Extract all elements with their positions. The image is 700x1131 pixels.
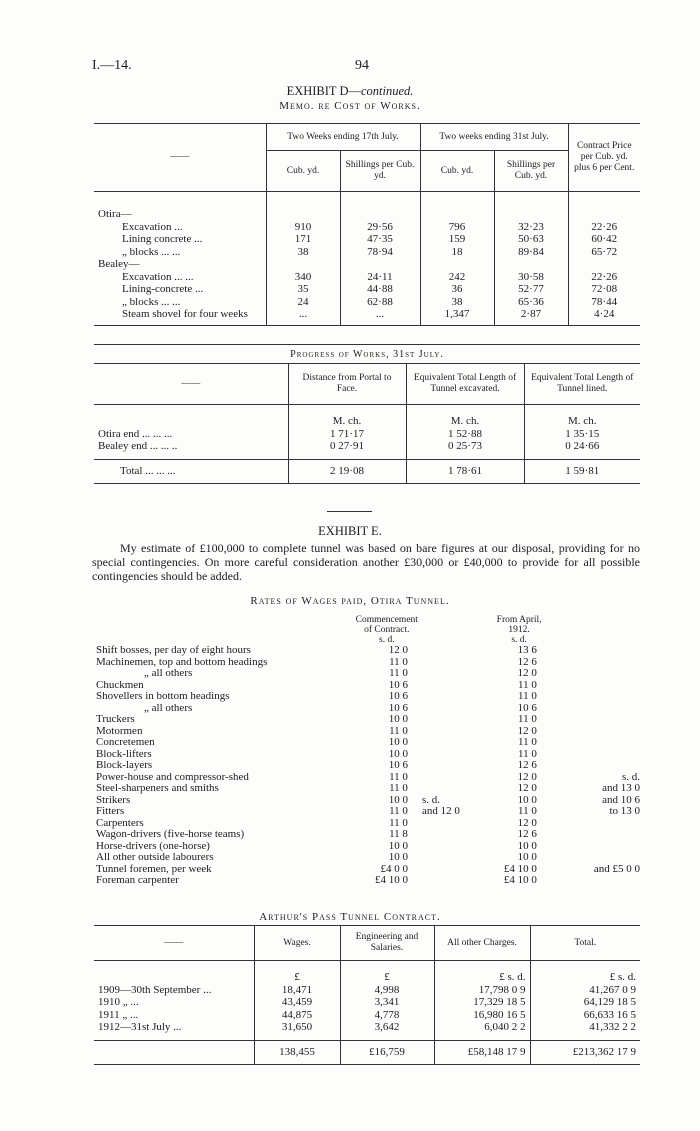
table-row [94,984,640,997]
table-cell: 10 0 [388,713,408,725]
table-cell: 29·56 [340,221,420,234]
progress-col-lined: Equivalent Total Length of Tunnel lined. [524,364,640,405]
arthurs-total-cell: 138,455 [254,1040,340,1064]
table-cell [340,208,420,221]
table-row [94,208,640,221]
table-cell: 16,980 16 5 [434,1009,530,1022]
cost-of-works-table [94,123,640,326]
table-row [94,795,642,807]
table-cell: 64,129 18 5 [530,996,640,1009]
table-cell [420,783,483,795]
row-label: Power-house and compressor-shed [96,770,249,783]
table-cell [420,726,483,738]
table-row [94,714,642,726]
table-cell: and 10 6 [602,793,640,806]
row-label: 1911 „ ... [98,1008,139,1021]
table-cell: 60·42 [568,233,640,246]
table-row [94,668,642,680]
table-cell: 12 6 [517,655,537,668]
table-cell [568,208,640,221]
table-cell: 10 6 [388,678,408,691]
table-cell [420,864,483,876]
table-cell: 41,332 2 2 [530,1021,640,1034]
arthurs-col-wages: Wages. [254,926,340,961]
table-cell: s. d. [621,770,640,783]
table-cell: 12 0 [388,644,408,656]
table-row [94,221,640,234]
table-cell: 10 6 [517,701,537,714]
table-cell: 24·11 [340,271,420,284]
table-row [94,691,642,703]
table-cell [420,818,483,830]
table-row [94,875,642,887]
table-cell: 22·26 [568,221,640,234]
table-row [94,749,642,761]
row-label: Otira— [98,208,132,220]
table-cell: 72·08 [568,283,640,296]
table-cell: 12 0 [517,724,537,737]
unit-label: M. ch. [288,415,406,428]
table-cell: 65·72 [568,246,640,259]
table-row [94,852,642,864]
table-cell [420,703,483,715]
table-cell: £4 10 0 [374,874,408,886]
arthurs-total-cell: £58,148 17 9 [434,1040,530,1064]
row-label: Strikers [96,793,131,806]
table-cell [420,841,483,853]
table-cell: 0 27·91 [288,440,406,453]
table-cell [555,760,642,772]
table-cell: 11 0 [518,805,537,817]
table-cell: 10 6 [388,701,408,714]
row-label: Steel-sharpeners and smiths [96,782,219,794]
table-row [94,296,640,309]
table-cell: 62·88 [340,296,420,309]
table-cell [555,726,642,738]
table-row [94,428,640,441]
unit-label: £ s. d. [530,971,640,984]
table-cell: 89·84 [494,246,568,259]
progress-header-stub: —— [181,378,201,389]
row-label: All other outside labourers [96,851,214,863]
table-row [94,645,642,657]
table-cell: 22·26 [568,271,640,284]
table-row [94,737,642,749]
table-cell [568,258,640,271]
table-cell: 159 [420,233,494,246]
table-cell [420,680,483,692]
unit-label: £ s. d. [434,971,530,984]
wages-sd-label: s. d. [379,635,395,645]
table-cell [420,691,483,703]
section-divider [327,511,372,512]
table-row [94,283,640,296]
table-cell: 12 0 [517,816,537,829]
table-cell: 6,040 2 2 [434,1021,530,1034]
table-cell: 11 0 [389,816,408,829]
table-row [94,258,640,271]
table-cell: 10 0 [388,839,408,852]
table-cell: 36 [420,283,494,296]
table-cell [420,208,494,221]
table-cell: £4 10 0 [503,862,537,875]
table-cell [420,657,483,669]
table-cell: 4,778 [340,1009,434,1022]
exhibit-e-paragraph: My estimate of £100,000 to complete tunnel was based on bare figures at our disposal, providing for no special contingencies. On more careful consideration another £30,000 or £40,000 to provide for all possible contingencies should be added. [92,541,640,583]
table-cell: 47·35 [340,233,420,246]
table-cell: 3,341 [340,996,434,1009]
table-cell [555,691,642,703]
group-header-31-july: Two weeks ending 31st July. [420,124,568,151]
table-cell [420,875,483,887]
table-cell: 11 0 [389,805,408,817]
table-cell: 796 [420,221,494,234]
page-number: 94 [355,58,369,73]
table-cell: 11 0 [389,770,408,783]
table-cell: 11 0 [389,724,408,737]
row-label: Carpenters [96,816,144,829]
table-cell: ... [340,308,420,321]
progress-total-cell: 1 78·61 [406,459,524,483]
row-label: „ all others [144,667,193,679]
document-code: I.—14. [92,58,132,73]
row-label: Bealey end ... ... .. [98,440,178,452]
table-cell: 10 0 [388,851,408,863]
table-cell [555,749,642,761]
cost-header-stub: —— [170,152,190,162]
table-cell: 2·87 [494,308,568,321]
table-cell: 18,471 [254,984,340,997]
table-cell [555,841,642,853]
arthurs-header-stub: —— [164,937,184,948]
table-row [94,233,640,246]
row-label: Lining-concrete ... [122,283,204,295]
table-cell: 3,642 [340,1021,434,1034]
arthurs-col-other: All other Charges. [434,926,530,961]
wages-title: Rates of Wages paid, Otira Tunnel. [250,595,450,607]
unit-label: M. ch. [524,415,640,428]
contract-price-header: Contract Price per Cub. yd. plus 6 per Cent. [568,124,640,192]
table-cell: 13 6 [517,644,537,656]
table-row [94,1021,640,1034]
table-cell [555,680,642,692]
table-cell [555,852,642,864]
row-label: Tunnel foremen, per week [96,862,212,875]
table-cell: ... [266,308,340,321]
arthurs-col-total: Total. [530,926,640,961]
table-cell: to 13 0 [609,805,640,817]
table-cell [420,852,483,864]
table-cell: 30·58 [494,271,568,284]
table-cell: 18 [420,246,494,259]
row-label: 1910 „ ... [98,996,139,1008]
table-cell: 11 8 [389,828,408,840]
table-row [94,806,642,818]
row-label: Excavation ... [122,220,183,233]
table-cell [420,737,483,749]
table-cell [555,829,642,841]
table-cell [555,657,642,669]
unit-label: M. ch. [406,415,524,428]
row-label: Otira end ... ... ... [98,427,173,440]
table-cell: 12 0 [517,667,537,679]
row-label: Bealey— [98,258,140,270]
col-cub-yd-1: Cub. yd. [266,151,340,192]
arthurs-col-engineering: Engineering and Salaries. [340,926,434,961]
row-label: 1912—31st July ... [98,1021,182,1033]
table-cell: 38 [266,246,340,259]
table-cell: 1,347 [420,308,494,321]
table-row [94,308,640,321]
table-cell: 1 71·17 [288,428,406,441]
row-label: Block-layers [96,759,153,771]
progress-title: Progress of Works, 31st July. [290,348,444,360]
table-cell: 11 0 [389,782,408,794]
arthurs-title: Arthur's Pass Tunnel Contract. [259,911,441,923]
table-cell: 12 0 [517,770,537,783]
table-cell [555,645,642,657]
unit-label: £ [340,971,434,984]
table-row [94,760,642,772]
table-cell: 12 0 [517,782,537,794]
table-cell [420,668,483,680]
table-cell [420,714,483,726]
row-label: Foreman carpenter [96,874,179,886]
col-cub-yd-2: Cub. yd. [420,151,494,192]
table-cell: 1 52·88 [406,428,524,441]
col-shillings-1: Shillings per Cub. yd. [340,151,420,192]
table-cell: 910 [266,221,340,234]
table-row [94,271,640,284]
table-cell: 242 [420,271,494,284]
table-row [94,1009,640,1022]
progress-total-cell: 1 59·81 [524,459,640,483]
table-cell: 17,798 0 9 [434,984,530,997]
table-cell: and £5 0 0 [593,862,640,875]
wages-col-commencement: Commencement of Contract. [355,615,418,635]
row-label: Block-lifters [96,747,152,760]
row-label: 1909—30th September ... [98,983,212,996]
table-cell: 31,650 [254,1021,340,1034]
table-cell [420,258,494,271]
table-cell [555,714,642,726]
progress-col-excavated: Equivalent Total Length of Tunnel excavated. [406,364,524,405]
table-cell: 11 0 [518,736,537,748]
arthurs-total-cell: £16,759 [340,1040,434,1064]
memo-subtitle: Memo. re Cost of Works. [279,100,421,112]
table-row [94,246,640,259]
table-cell: 12 6 [517,759,537,771]
table-cell: 35 [266,283,340,296]
table-cell: £4 10 0 [503,874,537,886]
table-cell: 10 0 [517,851,537,863]
row-label: Chuckmen [96,678,144,691]
wages-sd-label: s. d. [511,635,527,645]
row-label: Steam shovel for four weeks [122,308,248,320]
col-shillings-2: Shillings per Cub. yd. [494,151,568,192]
table-cell: 44,875 [254,1009,340,1022]
table-cell: 10 0 [388,793,408,806]
progress-total-cell: 2 19·08 [288,459,406,483]
table-cell: 0 25·73 [406,440,524,453]
table-cell: and 13 0 [602,782,640,794]
row-label: Excavation ... ... [122,270,194,283]
table-cell [494,208,568,221]
table-cell: 10 6 [388,690,408,702]
table-cell: 78·44 [568,296,640,309]
table-row [94,829,642,841]
table-cell: 78·94 [340,246,420,259]
table-cell: 10 0 [388,747,408,760]
row-label: „ blocks ... ... [122,295,181,308]
table-cell: 17,329 18 5 [434,996,530,1009]
progress-table [94,344,640,484]
row-label: Lining concrete ... [122,233,203,245]
table-cell: 11 0 [389,667,408,679]
table-cell: 11 0 [518,690,537,702]
table-cell [555,703,642,715]
table-row [94,440,640,453]
table-cell: 4,998 [340,984,434,997]
exhibit-e-title: EXHIBIT E. [318,524,382,538]
table-cell: 11 0 [518,747,537,760]
table-cell [340,258,420,271]
table-row [94,703,642,715]
table-cell: 12 6 [517,828,537,840]
table-cell [494,258,568,271]
row-label: „ blocks ... ... [122,245,181,258]
table-row [94,996,640,1009]
wages-col-april: From April, 1912. [496,615,542,635]
table-cell: 38 [420,296,494,309]
table-cell [266,258,340,271]
table-cell: 41,267 0 9 [530,984,640,997]
row-label: Fitters [96,805,125,817]
table-cell: 11 0 [518,678,537,691]
table-cell: 340 [266,271,340,284]
row-label: Horse-drivers (one-horse) [96,839,210,852]
table-cell: s. d. [421,793,440,806]
table-cell: 65·36 [494,296,568,309]
exhibit-d-title: EXHIBIT D—continued. [286,84,414,98]
row-label: Truckers [96,713,135,725]
table-cell [555,818,642,830]
row-label: Shift bosses, per day of eight hours [96,644,251,656]
table-cell [420,749,483,761]
table-cell [555,875,642,887]
group-header-17-july: Two Weeks ending 17th July. [266,124,420,151]
table-cell [266,208,340,221]
table-cell: 52·77 [494,283,568,296]
row-label: Wagon-drivers (five-horse teams) [96,828,245,840]
table-cell [555,737,642,749]
table-cell: £4 0 0 [380,862,408,875]
table-cell: and 12 0 [421,805,460,817]
table-cell: 10 0 [517,793,537,806]
table-cell: 43,459 [254,996,340,1009]
row-label: Shovellers in bottom headings [96,690,230,702]
table-row [94,726,642,738]
table-cell: 171 [266,233,340,246]
row-label: Concretemen [96,736,155,748]
unit-label: £ [254,971,340,984]
row-label: „ all others [144,701,193,714]
table-cell: 0 24·66 [524,440,640,453]
arthurs-table [94,925,640,1065]
row-label: Motormen [96,724,143,737]
table-cell [420,772,483,784]
table-cell: 32·23 [494,221,568,234]
table-cell: 44·88 [340,283,420,296]
progress-col-distance: Distance from Portal to Face. [288,364,406,405]
table-cell: 10 0 [388,736,408,748]
arthurs-total-cell: £213,362 17 9 [530,1040,640,1064]
table-cell: 10 0 [517,839,537,852]
table-cell: 4·24 [568,308,640,321]
table-cell: 10 6 [388,759,408,771]
table-cell [420,760,483,772]
table-cell [420,645,483,657]
table-cell: 1 35·15 [524,428,640,441]
wages-table [94,615,642,887]
table-cell [420,829,483,841]
table-cell: 24 [266,296,340,309]
progress-total-label: Total ... ... ... [120,464,176,477]
row-label: Machinemen, top and bottom headings [96,655,268,668]
table-cell: 11 0 [518,713,537,725]
table-row [94,783,642,795]
table-cell: 50·63 [494,233,568,246]
table-cell: 11 0 [389,655,408,668]
table-cell [555,668,642,680]
table-cell: 66,633 16 5 [530,1009,640,1022]
